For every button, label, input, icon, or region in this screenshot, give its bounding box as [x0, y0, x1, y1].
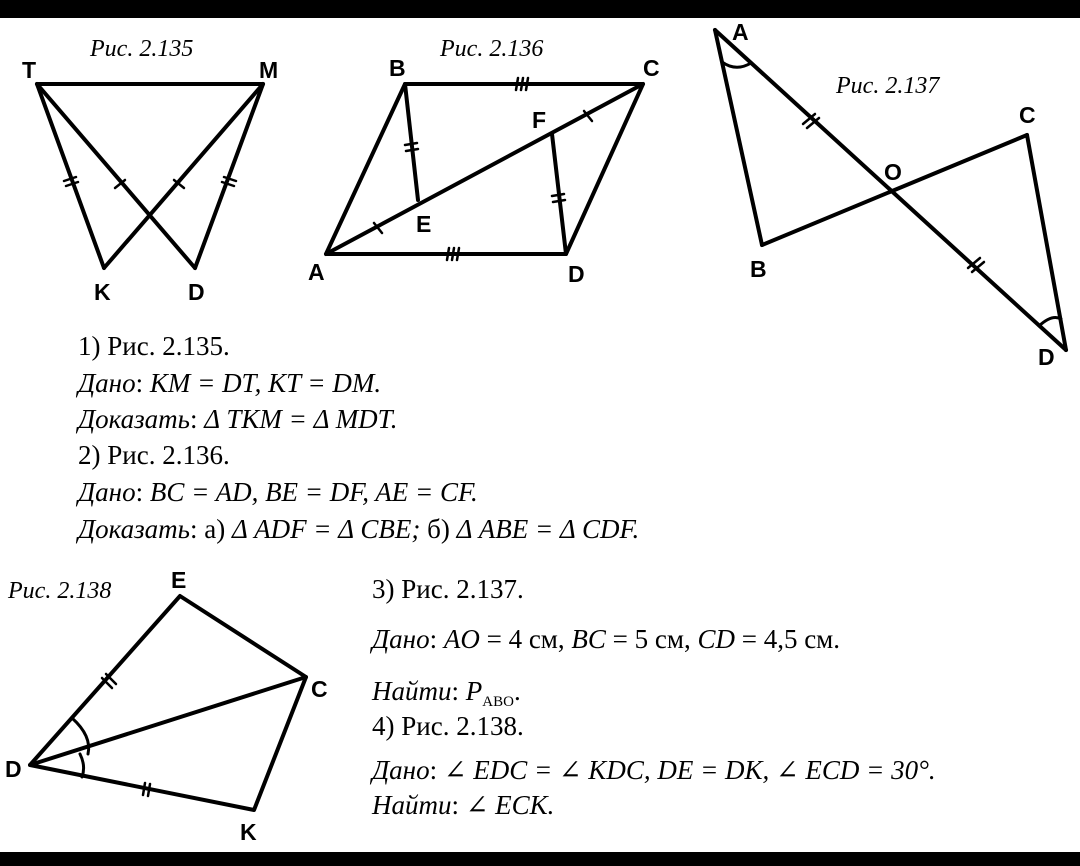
given-val-ao: = 4 см, — [479, 624, 572, 654]
vertex-label-E: E — [171, 567, 187, 593]
vertex-label-F: F — [532, 107, 547, 133]
vertex-label-M: M — [259, 57, 279, 83]
problem-4-heading: 4) Рис. 2.138. — [372, 711, 524, 741]
find-end: . — [513, 676, 521, 706]
given-var-cd: CD — [697, 624, 735, 654]
vertex-label-T: T — [22, 57, 37, 83]
given-label: Дано — [78, 477, 136, 507]
prove-label: Доказать — [78, 514, 190, 544]
vertex-label-C: C — [311, 676, 328, 702]
problem-3-heading: 3) Рис. 2.137. — [372, 574, 524, 604]
vertex-label-A: A — [308, 259, 325, 285]
prove-a-statement: Δ ADF = Δ CBE; — [231, 514, 421, 544]
figure-2-136 — [308, 36, 660, 287]
given-statement: ∠ EDC = ∠ KDC, DE = DK, ∠ ECD = 30°. — [443, 755, 936, 785]
vertex-label-D: D — [188, 279, 205, 305]
vertex-label-K: K — [94, 279, 111, 305]
find-label: Найти — [372, 790, 452, 820]
given-statement: KM = DT, KT = DM. — [149, 368, 382, 398]
vertex-label-A: A — [732, 19, 749, 45]
vertex-label-K: K — [240, 819, 257, 845]
problem-1-heading: 1) Рис. 2.135. — [78, 331, 230, 361]
bottom-black-bar — [0, 852, 1080, 866]
vertex-label-C: C — [643, 55, 660, 81]
problem-2-prove: Доказать: а) Δ ADF = Δ CBE; б) Δ ABE = Δ CDF. — [78, 514, 640, 544]
vertex-label-D: D — [1038, 344, 1055, 370]
figure-2-138 — [5, 567, 328, 845]
given-val-bc: = 5 см, — [605, 624, 698, 654]
given-label: Дано — [372, 624, 430, 654]
problem-2-given: Дано: BC = AD, BE = DF, AE = CF. — [78, 477, 478, 507]
prove-statement: Δ TKM = Δ MDT. — [204, 404, 398, 434]
problem-3-given: Дано: AO = 4 см, BC = 5 см, CD = 4,5 см. — [372, 624, 841, 654]
problem-1-prove: Доказать: Δ TKM = Δ MDT. — [78, 404, 398, 434]
problem-2-heading: 2) Рис. 2.136. — [78, 440, 230, 470]
vertex-label-D: D — [568, 261, 585, 287]
caption-2-136: Рис. 2.136 — [440, 36, 544, 62]
given-var-bc: BC — [571, 624, 606, 654]
find-subscript: ABO — [482, 694, 514, 710]
given-var-ao: AO — [443, 624, 480, 654]
find-variable: P — [465, 676, 483, 706]
given-statement: BC = AD, BE = DF, AE = CF. — [149, 477, 478, 507]
problem-1-given: Дано: KM = DT, KT = DM. — [78, 368, 382, 398]
vertex-label-E: E — [416, 211, 432, 237]
vertex-label-B: B — [389, 55, 406, 81]
given-label: Дано — [372, 755, 430, 785]
vertex-label-C: C — [1019, 102, 1036, 128]
figure-2-135 — [22, 36, 278, 305]
find-statement: ∠ ECK. — [465, 790, 555, 820]
tick-marks-135 — [64, 177, 236, 188]
find-label: Найти — [372, 676, 452, 706]
vertex-label-B: B — [750, 256, 767, 282]
figure-2-137 — [715, 19, 1066, 370]
vertex-label-D: D — [5, 756, 22, 782]
prove-b-statement: Δ ABE = Δ CDF. — [456, 514, 640, 544]
prove-a-marker: а) — [204, 514, 226, 544]
problem-3-find: Найти: $P_{ABO}$. — [372, 676, 521, 710]
caption-2-138: Рис. 2.138 — [8, 578, 112, 604]
given-label: Дано — [78, 368, 136, 398]
given-val-cd: = 4,5 см. — [734, 624, 841, 654]
caption-2-135: Рис. 2.135 — [90, 36, 194, 62]
prove-label: Доказать — [78, 404, 190, 434]
problem-4-find: Найти: ∠ ECK. — [372, 790, 555, 820]
vertex-label-O: O — [884, 159, 902, 185]
prove-b-marker: б) — [427, 514, 450, 544]
caption-2-137: Рис. 2.137 — [836, 73, 940, 99]
problem-4-given: Дано: ∠ EDC = ∠ KDC, DE = DK, ∠ ECD = 30°. — [372, 755, 936, 785]
